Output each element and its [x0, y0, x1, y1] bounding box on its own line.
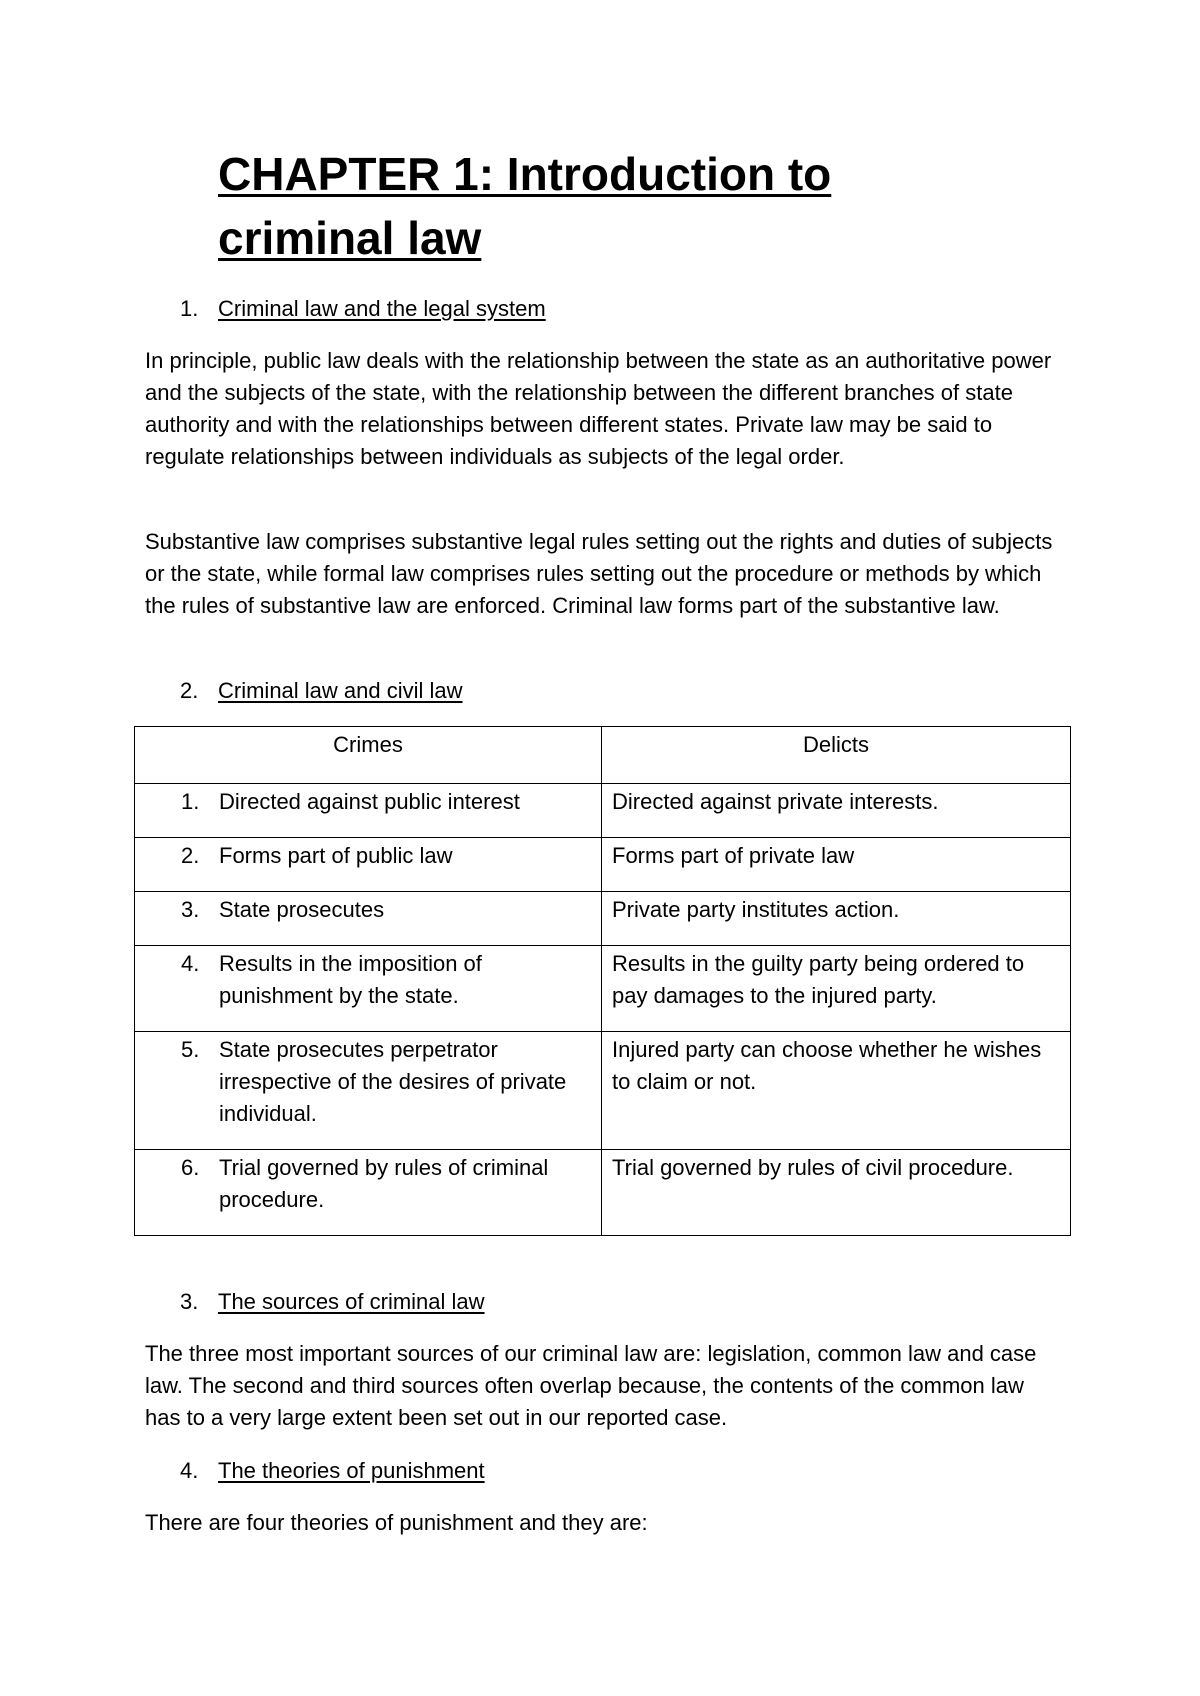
- row-number: 2.: [181, 843, 200, 868]
- column-header-crimes: Crimes: [135, 727, 602, 784]
- section-title: The sources of criminal law: [218, 1289, 485, 1314]
- crime-text: Results in the imposition of punishment by the state.: [219, 951, 482, 1008]
- crime-cell: [135, 1032, 602, 1150]
- column-header-delicts: Delicts: [602, 727, 1071, 784]
- delict-cell: Forms part of private law: [602, 838, 1071, 892]
- section-title: The theories of punishment: [218, 1458, 485, 1483]
- crime-text: Trial governed by rules of criminal procedure.: [219, 1155, 549, 1212]
- row-number: 1.: [181, 789, 200, 814]
- crime-cell: [135, 892, 602, 946]
- crime-cell: [135, 784, 602, 838]
- crime-text: State prosecutes: [219, 897, 385, 922]
- table-row: [135, 838, 1071, 892]
- table-row: [135, 784, 1071, 838]
- row-number: 6.: [181, 1155, 200, 1180]
- paragraph-sources: The three most important sources of our criminal law are: legislation, common law and case law. The second and third sources often overlap because, the contents of the common law has to a very large extent been set out in our reported case.: [145, 1341, 1037, 1430]
- delict-cell: Private party institutes action.: [602, 892, 1071, 946]
- crime-text: Forms part of public law: [219, 843, 453, 868]
- delict-cell: Injured party can choose whether he wishes to claim or not.: [602, 1032, 1071, 1150]
- section-number: 1.: [180, 296, 199, 321]
- page-title: CHAPTER 1: Introduction to criminal law: [218, 148, 832, 264]
- row-number: 4.: [181, 951, 200, 976]
- table-row: [135, 1032, 1071, 1150]
- table-row: [135, 1150, 1071, 1236]
- section-number: 2.: [180, 678, 199, 703]
- paragraph-substantive-law: Substantive law comprises substantive legal rules setting out the rights and duties of subjects or the state, while formal law comprises rules setting out the procedure or methods by which the rules of substantive law are enforced. Criminal law forms part of the substantive law.: [145, 529, 1053, 618]
- paragraph-public-private-law: In principle, public law deals with the relationship between the state as an authoritative power and the subjects of the state, with the relationship between the different branches of state authority and with the relationships between different states. Private law may be said to regulate relationships between individuals as subjects of the legal order.: [145, 348, 1052, 469]
- section-title: Criminal law and the legal system: [218, 296, 546, 321]
- crimes-delicts-table: [134, 726, 1071, 1236]
- row-number: 3.: [181, 897, 200, 922]
- crime-cell: [135, 838, 602, 892]
- section-title: Criminal law and civil law: [218, 678, 463, 703]
- paragraph-theories: There are four theories of punishment and they are:: [145, 1510, 648, 1535]
- table-row: [135, 892, 1071, 946]
- delict-cell: Directed against private interests.: [602, 784, 1071, 838]
- row-number: 5.: [181, 1037, 200, 1062]
- section-number: 3.: [180, 1289, 199, 1314]
- delict-cell: Results in the guilty party being ordered to pay damages to the injured party.: [602, 946, 1071, 1032]
- section-number: 4.: [180, 1458, 199, 1483]
- crime-cell: [135, 1150, 602, 1236]
- table-row: [135, 946, 1071, 1032]
- crime-text: Directed against public interest: [219, 789, 520, 814]
- table-header-row: [135, 727, 1071, 784]
- crime-text: State prosecutes perpetrator irrespective of the desires of private individual.: [219, 1037, 567, 1126]
- crime-cell: [135, 946, 602, 1032]
- delict-cell: Trial governed by rules of civil procedure.: [602, 1150, 1071, 1236]
